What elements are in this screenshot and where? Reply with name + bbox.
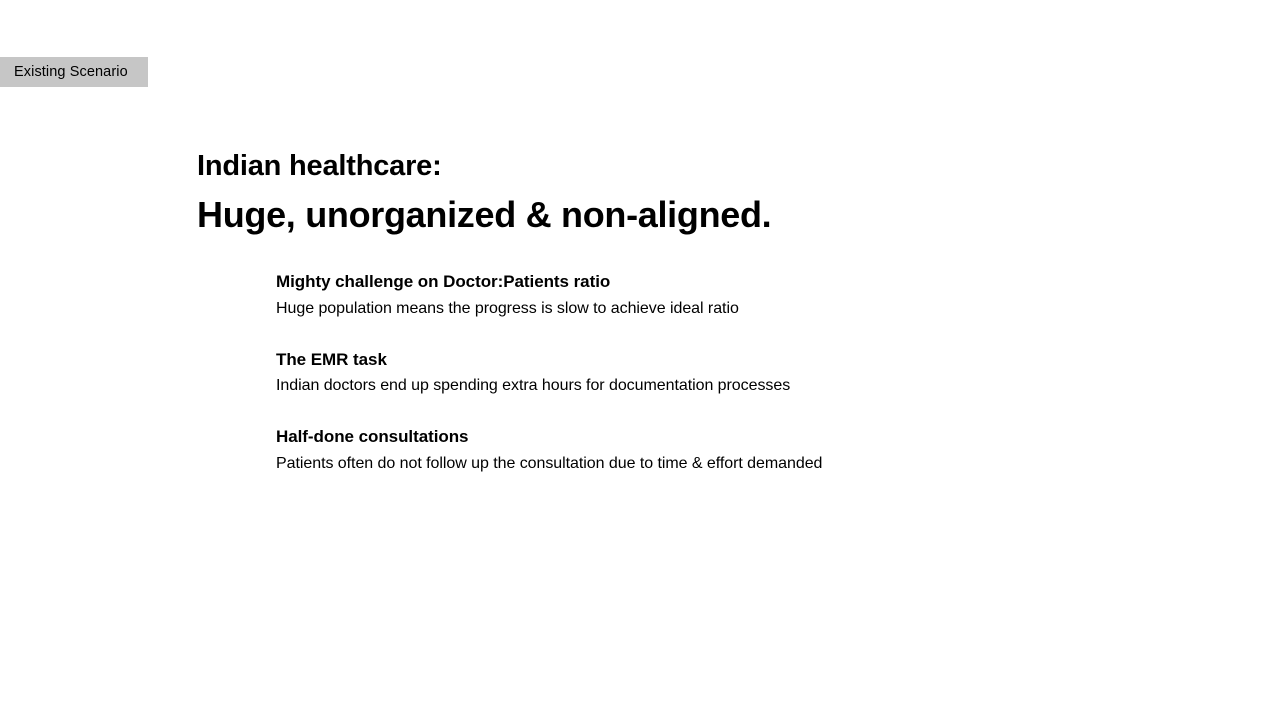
point-title: Half-done consultations (276, 427, 469, 447)
point-description: Patients often do not follow up the consultation due to time & effort demanded (276, 454, 823, 472)
list-item (276, 270, 1176, 321)
section-tag-label: Existing Scenario (14, 63, 128, 80)
point-title: The EMR task (276, 349, 387, 369)
point-title: Mighty challenge on Doctor:Patients ratio (276, 272, 611, 291)
list-item (276, 348, 1176, 399)
point-description: Indian doctors end up spending extra hours for documentation processes (276, 377, 791, 395)
point-description: Huge population means the progress is slow to achieve ideal ratio (276, 299, 739, 317)
section-tag (0, 57, 148, 87)
list-item (276, 425, 1176, 476)
headline-block (197, 148, 1097, 239)
headline-line-2: Huge, unorganized & non-aligned. (197, 194, 772, 236)
headline-line-1: Indian healthcare: (197, 150, 442, 182)
points-list (276, 270, 1176, 476)
